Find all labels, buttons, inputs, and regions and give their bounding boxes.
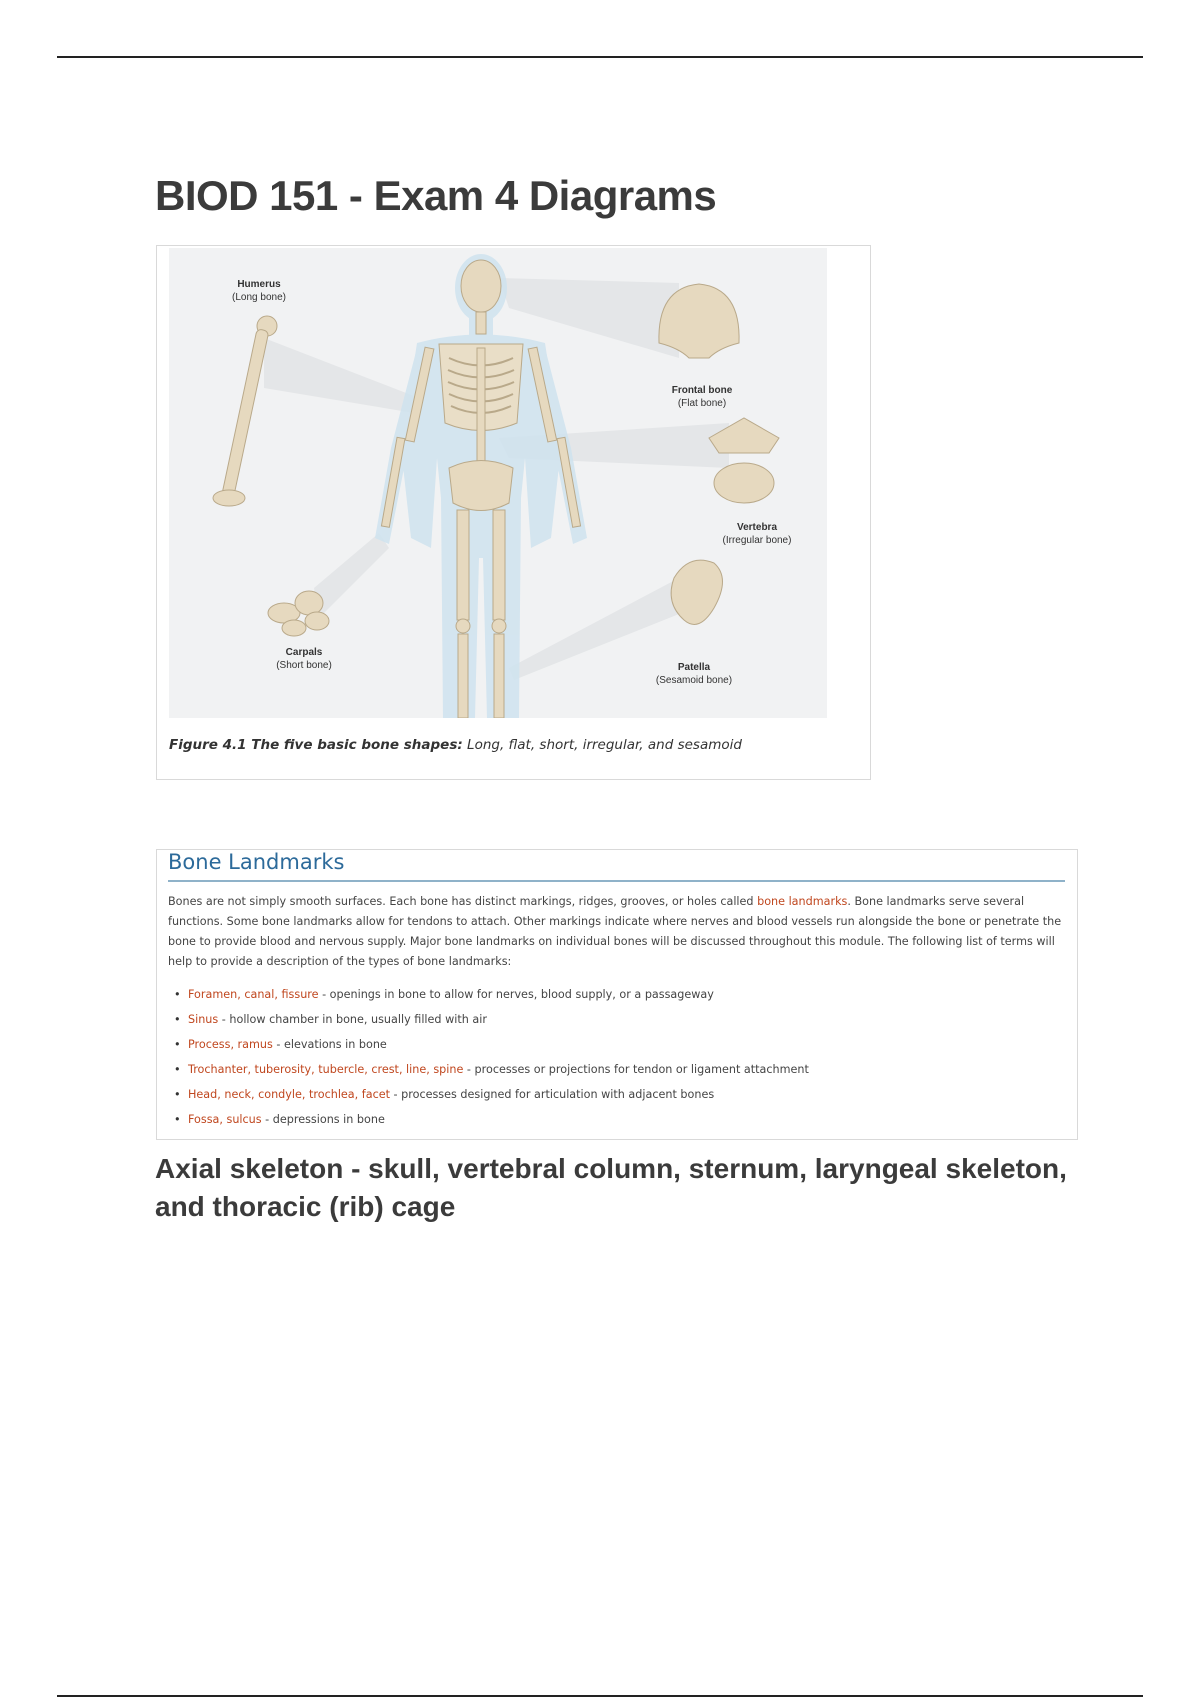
bullet-icon: • bbox=[174, 1088, 181, 1101]
bone-shapes-illustration bbox=[169, 248, 827, 718]
page-title: BIOD 151 - Exam 4 Diagrams bbox=[155, 172, 717, 219]
bullet-icon: • bbox=[174, 1113, 181, 1126]
bone-landmarks-term: bone landmarks bbox=[757, 895, 848, 908]
list-item bbox=[168, 1107, 809, 1132]
top-rule bbox=[57, 56, 1143, 58]
landmark-description: - openings in bone to allow for nerves, blood supply, or a passageway bbox=[318, 988, 714, 1001]
landmark-description: - elevations in bone bbox=[272, 1038, 387, 1051]
frontal-bone-type-label: (Flat bone) bbox=[677, 398, 727, 409]
bone-shapes-figure bbox=[156, 245, 871, 780]
list-item bbox=[168, 982, 809, 1007]
carpals-type-label: (Short bone) bbox=[276, 660, 332, 671]
bottom-rule bbox=[57, 1695, 1143, 1697]
landmark-term: Trochanter, tuberosity, tubercle, crest, line, spine bbox=[188, 1063, 464, 1076]
bone-landmarks-paragraph bbox=[168, 892, 1073, 972]
paragraph-text-2: . Bone landmarks serve several functions. Some bone landmarks allow for tendons to attach. Other markings indicate where nerves and blood vessels run alongside the bone or penetrate the bone to provide blood and nervous supply. Major bone landmarks on individual bones will be discussed throughout this module. The following list of terms will help to provide a description of the types of bone landmarks: bbox=[168, 895, 1062, 968]
list-item bbox=[168, 1032, 809, 1057]
landmark-term: Sinus bbox=[188, 1013, 219, 1026]
landmark-term: Head, neck, condyle, trochlea, facet bbox=[188, 1088, 390, 1101]
paragraph-text-1: Bones are not simply smooth surfaces. Each bone has distinct markings, ridges, grooves, or holes called bbox=[168, 895, 758, 908]
landmark-description: - processes or projections for tendon or ligament attachment bbox=[463, 1063, 809, 1076]
landmark-list bbox=[168, 982, 809, 1132]
landmark-description: - depressions in bone bbox=[261, 1113, 385, 1126]
axial-skeleton-heading: Axial skeleton - skull, vertebral column, sternum, laryngeal skeleton, and thoracic (rib) cage bbox=[155, 1153, 1067, 1222]
heading-divider bbox=[168, 880, 1065, 882]
carpals-label: Carpals bbox=[285, 647, 323, 658]
landmark-term: Process, ramus bbox=[188, 1038, 273, 1051]
bullet-icon: • bbox=[174, 1038, 181, 1051]
frontal-bone-label: Frontal bone bbox=[671, 385, 733, 396]
bullet-icon: • bbox=[174, 988, 181, 1001]
list-item bbox=[168, 1082, 809, 1107]
landmark-term: Foramen, canal, fissure bbox=[188, 988, 319, 1001]
figure-caption-lead: Figure 4.1 The five basic bone shapes: bbox=[169, 737, 463, 753]
landmark-description: - processes designed for articulation with adjacent bones bbox=[390, 1088, 715, 1101]
figure-caption-text: Long, flat, short, irregular, and sesamoid bbox=[462, 737, 742, 753]
vertebra-type-label: (Irregular bone) bbox=[722, 535, 792, 546]
bullet-icon: • bbox=[174, 1013, 181, 1026]
landmark-description: - hollow chamber in bone, usually filled with air bbox=[218, 1013, 487, 1026]
bullet-icon: • bbox=[174, 1063, 181, 1076]
patella-type-label: (Sesamoid bone) bbox=[655, 675, 733, 686]
bone-landmarks-panel bbox=[156, 849, 1078, 1140]
list-item bbox=[168, 1007, 809, 1032]
list-item bbox=[168, 1057, 809, 1082]
bone-landmarks-heading: Bone Landmarks bbox=[168, 850, 345, 874]
vertebra-label: Vertebra bbox=[736, 522, 778, 533]
landmark-term: Fossa, sulcus bbox=[188, 1113, 262, 1126]
humerus-label: Humerus bbox=[237, 279, 281, 290]
humerus-type-label: (Long bone) bbox=[232, 292, 286, 303]
figure-caption bbox=[169, 737, 742, 753]
patella-label: Patella bbox=[677, 662, 711, 673]
